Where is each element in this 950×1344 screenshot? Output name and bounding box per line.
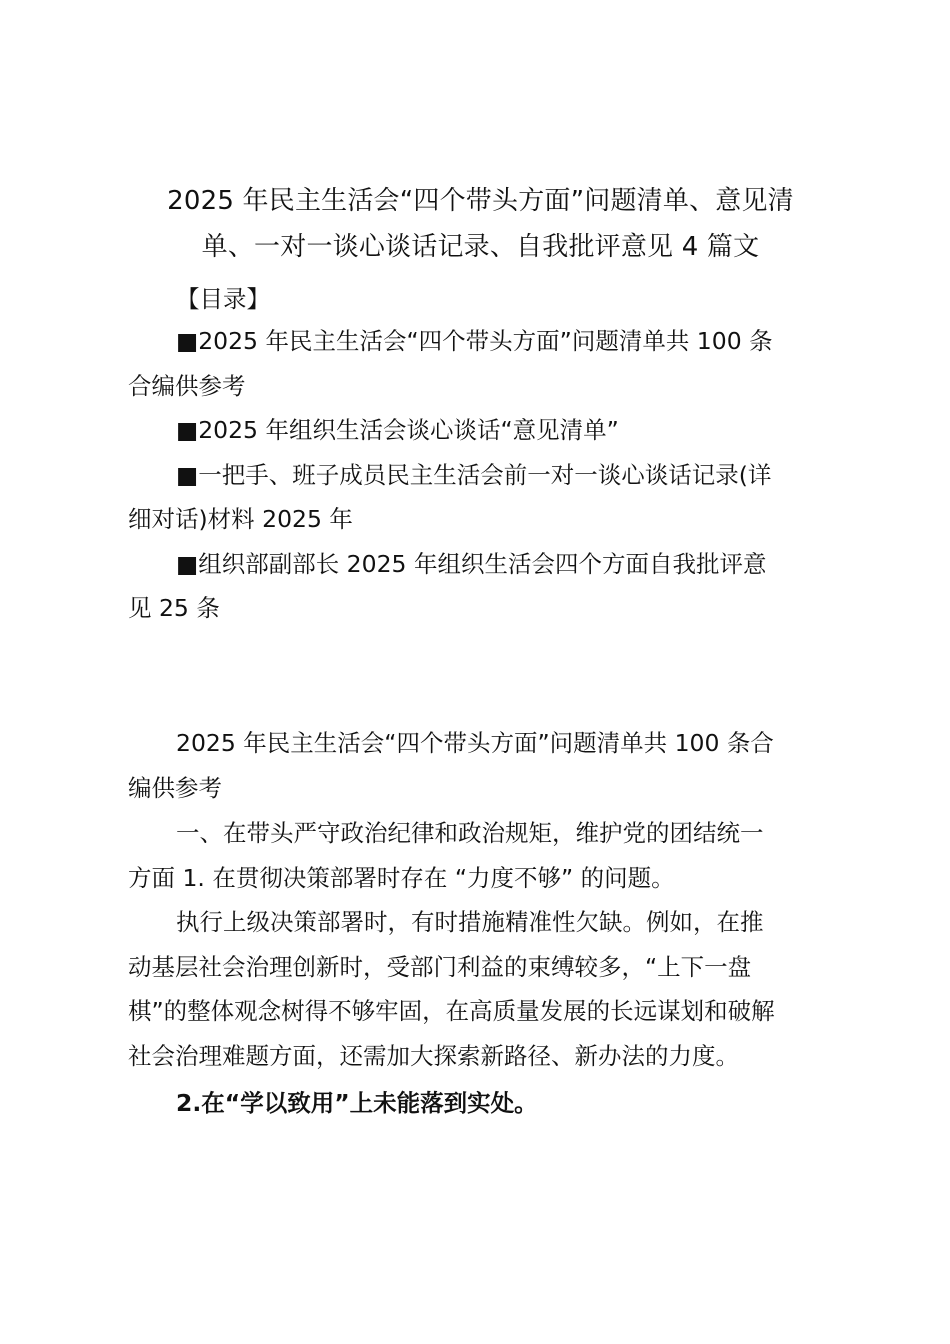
item-two-heading: [128, 1081, 833, 1126]
part-one-heading: [128, 811, 833, 900]
toc-heading: 【目录】: [176, 285, 270, 313]
document-title: [128, 178, 833, 270]
toc-item-1-line-2: 合编供参考: [128, 371, 246, 400]
title-line-1: 2025 年民主生活会“四个带头方面”问题清单、意见清: [167, 186, 794, 216]
part-one-line-2: 方面 1. 在贯彻决策部署时存在 “力度不够” 的问题。: [128, 863, 675, 892]
paragraph-line-1: 执行上级决策部署时，有时措施精准性欠缺。例如，在推: [176, 908, 764, 936]
toc-item-4-line-1: ■组织部副部长 2025 年组织生活会四个方面自我批评意: [176, 549, 767, 578]
body-paragraph: [128, 900, 833, 1078]
toc-item-1-line-1: ■2025 年民主生活会“四个带头方面”问题清单共 100 条: [176, 327, 773, 355]
title-line-2: 单、一对一谈心谈话记录、自我批评意见 4 篇文: [201, 232, 760, 262]
toc-list: [128, 319, 833, 631]
section-title-line-1: 2025 年民主生活会“四个带头方面”问题清单共 100 条合: [176, 729, 774, 757]
section-title-line-2: 编供参考: [128, 773, 222, 802]
paragraph-line-3: 棋”的整体观念树得不够牢固，在高质量发展的长远谋划和破解: [128, 997, 775, 1025]
toc-item-2-line-1: ■2025 年组织生活会谈心谈话“意见清单”: [176, 416, 619, 444]
toc-item-3-line-2: 细对话)材料 2025 年: [128, 505, 353, 533]
paragraph-line-4: 社会治理难题方面，还需加大探索新路径、新办法的力度。: [128, 1041, 739, 1070]
section-title: [128, 721, 833, 810]
part-one-line-1: 一、在带头严守政治纪律和政治规矩，维护党的团结统一: [176, 819, 764, 847]
item-two-line: 2.在“学以致用”上未能落到实处。: [176, 1089, 538, 1117]
paragraph-line-2: 动基层社会治理创新时，受部门利益的束缚较多，“上下一盘: [128, 952, 752, 981]
toc-item-3-line-1: ■一把手、班子成员民主生活会前一对一谈心谈话记录(详: [176, 460, 772, 489]
toc-item-4-line-2: 见 25 条: [128, 594, 220, 622]
